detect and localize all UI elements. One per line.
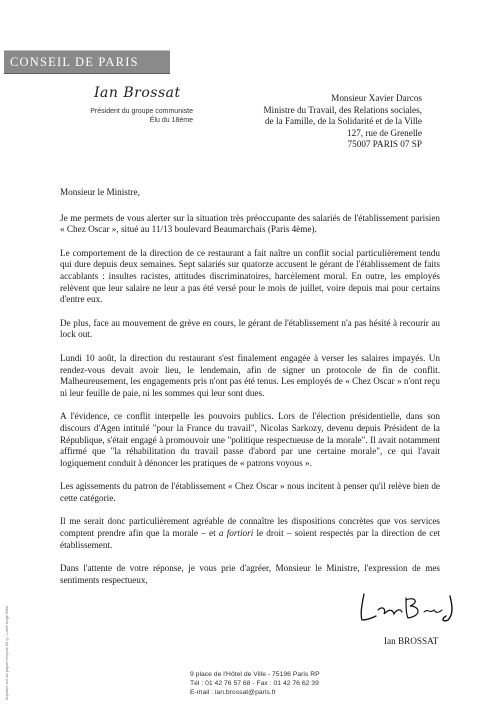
recipient-line: de la Famille, de la Solidarité et de la Ville (265, 116, 422, 127)
footer-email: E-mail : ian.brossat@paris.fr (190, 689, 276, 696)
recipient-line: 127, rue de Grenelle (347, 127, 422, 138)
letterhead-banner (4, 50, 170, 74)
sender-role-title: Président du groupe communiste (90, 108, 193, 115)
body-paragraph: Lundi 10 août, la direction du restaurant s'est finalement engagée à verser les salaires impayés. Un rendez-vous devait avoir lieu, le lendemain, afin de signer un protocole de fin de conflit. Malheureusement, les engagements pris n'ont pas été tenus. Les employés de « Chez Oscar » n'ont reçu ni leur feuille de paie, ni les sommes qui leur sont dues. (60, 352, 440, 398)
body-paragraph: Les agissements du patron de l'établissement « Chez Oscar » nous incitent à penser qu'il relève bien de cette catégorie. (60, 481, 440, 503)
letter-body (60, 187, 440, 598)
recipient-line: Ministre du Travail, des Relations sociales, (263, 104, 422, 115)
closing-paragraph: Dans l'attente de votre réponse, je vous prie d'agréer, Monsieur le Ministre, l'expression de mes sentiments respectueux, (60, 563, 440, 585)
body-paragraph: Le comportement de la direction de ce restaurant a fait naître un conflit social particulièrement tendu qui dure depuis deux semaines. Sept salariés sur quatorze accusent le gérant de l'établissement de faits accablants : insultes racistes, attitudes discriminatoires, harcèlement moral. En outre, les employés relèvent que leur salaire ne leur a pas été versé pour le mois de juillet, voire depuis mai pour certains d'entre eux. (60, 247, 440, 305)
handwritten-signature (354, 590, 464, 624)
recipient-address (162, 93, 422, 151)
salutation: Monsieur le Ministre, (60, 187, 140, 197)
signer-name: Ian BROSSAT (384, 636, 439, 646)
footer-address: 9 place de l'Hôtel de Ville - 75196 Paris RP (190, 671, 320, 678)
body-paragraph: De plus, face au mouvement de grève en cours, le gérant de l'établissement n'a pas hésité à recourir au lock out. (60, 317, 440, 340)
request-text-start: Il me serait donc particulièrement agréable de connaître les dispositions concrètes que vos services comptent prendre afin que la morale – et (60, 516, 440, 539)
request-text-end: le droit – soient respectés par la direction de cet établissement. (60, 528, 440, 550)
recipient-line: Monsieur Xavier Darcos (331, 93, 422, 103)
letterhead-banner-text: CONSEIL DE PARIS (10, 55, 139, 69)
paper-note (4, 520, 12, 700)
footer-contact (190, 670, 350, 697)
paper-note-text: Imprimé sur du papier recyclé 90 g - Label Ange Bleu (4, 605, 9, 700)
body-paragraph-request (60, 516, 440, 551)
sender-district: Élu du 18ème (149, 117, 193, 124)
recipient-line: 75007 PARIS 07 SP (347, 139, 422, 150)
body-paragraph: Je me permets de vous alerter sur la situation très préoccupante des salariés de l'établissement parisien « Chez Oscar », situé au 11/13 boulevard Beaumarchais (Paris 4ème). (60, 212, 440, 235)
request-text-italic: a fortiori (218, 528, 254, 539)
footer-phone: Tél : 01 42 76 57 68 - Fax : 01 42 76 62 39 (190, 680, 319, 687)
body-paragraph: A l'évidence, ce conflit interpelle les pouvoirs publics. Lors de l'élection présidentielle, dans son discours d'Agen intitulé "pour la France du travail", Nicolas Sarkozy, devenu depuis Président de la République, s'était engagé à promouvoir une "politique respectueuse de la morale". Il avait notamment affirmé que "la réhabilitation du travail passe d'abord par une certaine morale", ce qui l'avait logiquement conduit à dénoncer les pratiques de « patrons voyous ». (60, 411, 440, 468)
sender-handwritten-name: Ian Brossat (94, 85, 181, 101)
